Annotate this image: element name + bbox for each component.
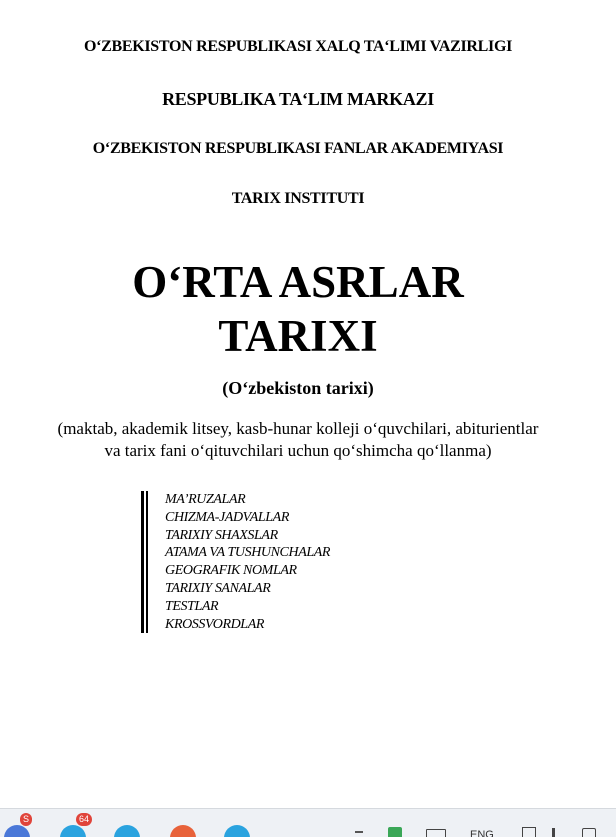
notification-badge: S [20,813,32,826]
description-line2: va tarix fani o‘qituvchilari uchun qo‘shimcha qo‘llanma) [104,441,492,460]
browser-icon[interactable] [170,825,196,837]
language-indicator[interactable]: ENG [470,829,494,837]
institute-heading: TARIX INSTITUTI [231,190,365,207]
book-title-line2: TARIXI [218,311,378,361]
telegram-icon[interactable] [114,825,140,837]
contents-item: TARIXIY SHAXSLAR [165,527,278,543]
book-title-line1: O‘RTA ASRLAR [132,257,464,307]
contents-item: GEOGRAFIK NOMLAR [165,563,297,579]
contents-list [141,491,330,633]
contents-item: KROSSVORDLAR [165,616,264,632]
contents-item: TARIXIY SANALAR [165,580,271,596]
ministry-heading: O‘ZBEKISTON RESPUBLIKASI XALQ TA‘LIMI VAZIRLIGI [83,38,513,55]
unread-count-badge: 64 [76,813,92,826]
contents-border-thin [146,491,148,633]
academy-heading: O‘ZBEKISTON RESPUBLIKASI FANLAR AKADEMIYASI [92,140,504,157]
contents-item: CHIZMA-JADVALLAR [165,509,289,525]
book-subtitle: (O‘zbekiston tarixi) [222,378,374,398]
taskbar [0,808,616,837]
search-app-icon[interactable] [4,825,30,837]
telegram-icon[interactable] [60,825,86,837]
description-line1: (maktab, akademik litsey, kasb-hunar kolleji o‘quvchilari, abiturientlar [57,419,539,438]
center-heading: RESPUBLIKA TA‘LIM MARKAZI [162,89,434,109]
contents-border-thick [141,491,144,633]
contents-item: TESTLAR [165,598,219,614]
chevron-up-icon[interactable] [355,831,363,833]
contents-item: MA’RUZALAR [165,492,246,507]
contents-item: ATAMA VA TUSHUNCHALAR [165,545,331,561]
telegram-icon[interactable] [224,825,250,837]
